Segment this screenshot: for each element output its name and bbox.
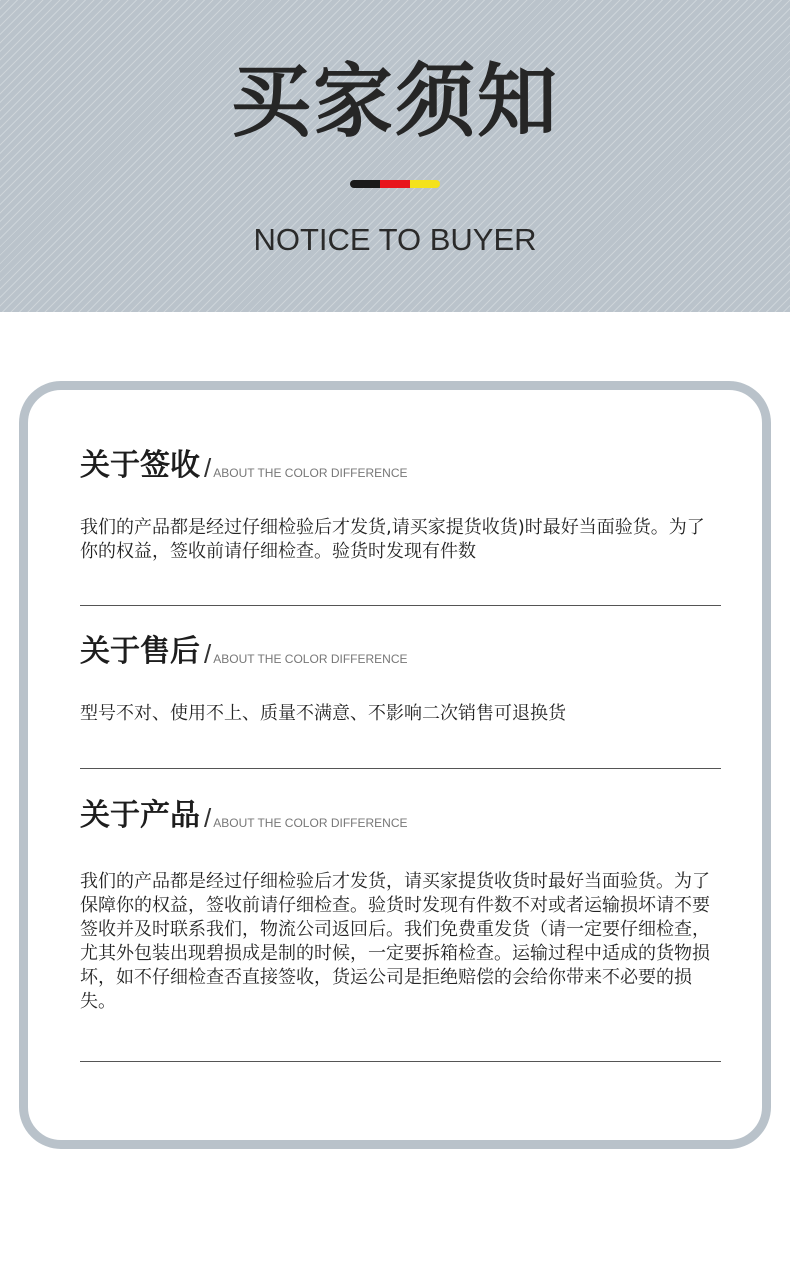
header-banner — [0, 0, 790, 312]
color-stripe — [350, 180, 440, 188]
section-slash: / — [204, 803, 212, 833]
section-title: 关于产品 — [80, 798, 200, 833]
section-divider — [80, 1061, 721, 1062]
section-divider — [80, 768, 721, 769]
section-header-after-sales — [80, 634, 408, 669]
stripe-segment-red — [380, 180, 410, 188]
page-subtitle: NOTICE TO BUYER — [253, 222, 537, 257]
section-divider — [80, 605, 721, 606]
section-body-product: 我们的产品都是经过仔细检验后才发货，请买家提货收货时最好当面验货。为了保障你的权益，签收前请仔细检查。验货时发现有件数不对或者运输损坏请不要签收并及时联系我们，物流公司返回后。我们免费重发货（请一定要仔细检查，尤其外包装出现碧损成是制的时候，一定要拆箱检查。运输过程中适成的货物损坏，如不仔细检查否直接签收，货运公司是拒绝赔偿的会给你带来不必要的损失。 — [80, 871, 710, 1012]
section-slash: / — [204, 453, 212, 483]
stripe-segment-yellow — [410, 180, 440, 188]
section-title: 关于签收 — [80, 448, 200, 483]
section-header-signing — [80, 448, 408, 483]
stripe-segment-black — [350, 180, 380, 188]
section-subtitle: ABOUT THE COLOR DIFFERENCE — [213, 816, 408, 830]
page-title: 买家须知 — [231, 55, 559, 148]
section-subtitle: ABOUT THE COLOR DIFFERENCE — [213, 466, 408, 480]
section-header-product — [80, 798, 408, 833]
section-subtitle: ABOUT THE COLOR DIFFERENCE — [213, 652, 408, 666]
section-title: 关于售后 — [80, 634, 200, 669]
section-slash: / — [204, 639, 212, 669]
section-body-after-sales: 型号不对、使用不上、质量不满意、不影响二次销售可退换货 — [80, 703, 566, 724]
notice-card — [19, 381, 771, 1149]
section-body-signing: 我们的产品都是经过仔细检验后才发货,请买家提货收货)时最好当面验货。为了你的权益，签收前请仔细检查。验货时发现有件数 — [80, 517, 705, 562]
